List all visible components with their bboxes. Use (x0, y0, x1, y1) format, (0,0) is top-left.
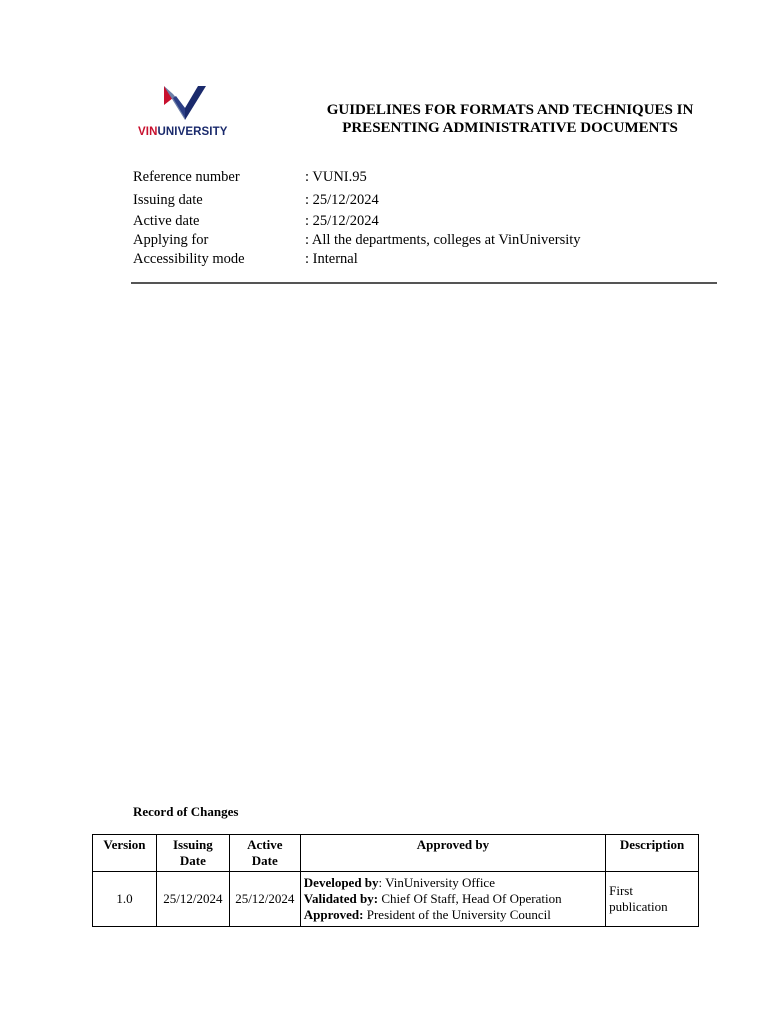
header-issuing-line1: Issuing (172, 837, 213, 852)
cell-approved-by (300, 872, 605, 927)
header-active-line1: Active (247, 837, 283, 852)
header-active-line2: Date (251, 853, 278, 868)
header-issuing-date (156, 835, 229, 872)
meta-value: : 25/12/2024 (305, 213, 379, 229)
approved-line (304, 907, 602, 923)
title-line-2: PRESENTING ADMINISTRATIVE DOCUMENTS (342, 120, 678, 136)
validated-by-line (304, 891, 602, 907)
cell-issuing-date: 25/12/2024 (156, 872, 229, 927)
validated-by-label: Validated by: (303, 891, 379, 906)
meta-label: Issuing date (133, 192, 203, 208)
header-divider (131, 282, 717, 284)
description-line2: publication (609, 899, 668, 914)
meta-value: : Internal (305, 251, 358, 267)
developed-by-label: Developed by (303, 875, 379, 890)
developed-by-line (304, 875, 602, 891)
meta-label: Reference number (133, 169, 240, 185)
vinuniversity-logo (134, 82, 238, 142)
logo-vin: VIN (138, 126, 158, 138)
table-header-row (93, 835, 699, 872)
logo-chevron-icon (164, 84, 206, 122)
cell-version: 1.0 (93, 872, 157, 927)
meta-label: Applying for (133, 232, 209, 248)
meta-value: : 25/12/2024 (305, 192, 379, 208)
meta-value: : VUNI.95 (305, 169, 367, 185)
header-active-date (229, 835, 300, 872)
meta-value: : All the departments, colleges at VinUniversity (305, 232, 581, 248)
header-description: Description (606, 835, 699, 872)
meta-label: Accessibility mode (133, 251, 245, 267)
meta-label: Active date (133, 213, 200, 229)
table-row (93, 872, 699, 927)
header-version: Version (93, 835, 157, 872)
record-of-changes-title: Record of Changes (133, 804, 239, 819)
description-line1: First (609, 883, 633, 898)
developed-by-value: : VinUniversity Office (378, 875, 495, 890)
header-approved-by: Approved by (300, 835, 605, 872)
logo-wordmark (138, 126, 228, 138)
approved-value: President of the University Council (363, 907, 551, 922)
document-title (300, 101, 720, 137)
approved-label: Approved: (303, 907, 364, 922)
logo-university: UNIVERSITY (157, 126, 228, 138)
header-issuing-line2: Date (179, 853, 206, 868)
record-of-changes-table (92, 834, 699, 927)
cell-description (606, 872, 699, 927)
title-line-1: GUIDELINES FOR FORMATS AND TECHNIQUES IN (326, 102, 694, 118)
cell-active-date: 25/12/2024 (229, 872, 300, 927)
validated-by-value: Chief Of Staff, Head Of Operation (378, 891, 562, 906)
